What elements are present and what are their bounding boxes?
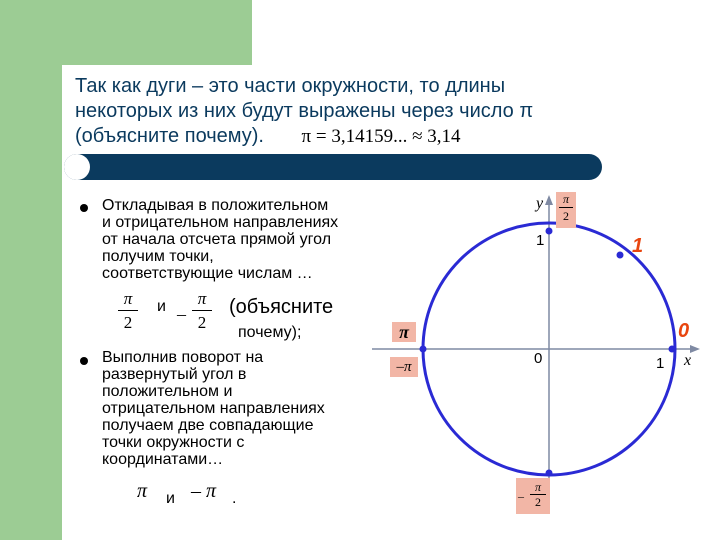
box-num: π xyxy=(534,480,541,494)
bullet-2-line: Выполнив поворот на xyxy=(102,349,264,366)
point-one-label: 1 xyxy=(632,235,644,257)
point-zero-label: 0 xyxy=(678,320,690,342)
bullet-2-line: положительном и xyxy=(102,383,233,400)
bullet-1-line: соответствующие числам … xyxy=(102,265,313,282)
box-den: 2 xyxy=(535,495,541,509)
bullet-1-line: Откладывая в положительном xyxy=(102,197,329,214)
bullet-2-line: развернутый угол в xyxy=(102,366,247,383)
bottom-neg-pi-over-2-box xyxy=(516,478,550,514)
x-axis-label: x xyxy=(684,352,692,369)
x-one-label: 1 xyxy=(656,355,665,372)
box-num: π xyxy=(562,192,569,206)
explain-open: (объясните xyxy=(229,296,334,318)
point-one xyxy=(617,252,624,259)
box-line xyxy=(559,207,573,208)
origin-label: 0 xyxy=(534,350,543,367)
bullet-2-line: отрицательном направлениях xyxy=(102,400,325,417)
bullet-1-line: и отрицательном направлениях xyxy=(102,214,339,231)
bullet-2-line: точки окружности с xyxy=(102,434,245,451)
and-word-2: и xyxy=(166,490,175,507)
value-neg-pi: – π xyxy=(191,480,217,502)
period: . xyxy=(232,490,237,507)
explain-text-2: почему); xyxy=(238,324,302,341)
and-word-1: и xyxy=(157,298,166,315)
pi-value-formula: π = 3,14159... ≈ 3,14 xyxy=(301,126,461,147)
frac-num: π xyxy=(197,289,207,308)
frac2-sign: – xyxy=(177,304,186,324)
bullet-1-line: получим точки, xyxy=(102,248,214,265)
frac-num: π xyxy=(123,289,133,308)
left-neg-pi-box: –π xyxy=(390,357,418,377)
point-bottom xyxy=(546,470,553,477)
left-pi-box: π xyxy=(392,322,416,342)
point-top xyxy=(546,228,553,235)
y-one-label: 1 xyxy=(536,232,545,249)
title-line-1: Так как дуги – это части окружности, то длины xyxy=(75,75,506,97)
box-sign: – xyxy=(518,489,524,503)
title-line-3: (объясните почему). xyxy=(75,125,264,147)
top-pi-over-2-box xyxy=(556,192,576,228)
y-axis-label: y xyxy=(536,195,544,212)
bullet-2-line: получаем две совпадающие xyxy=(102,417,314,434)
box-den: 2 xyxy=(563,209,569,223)
x-axis-arrow xyxy=(690,345,700,353)
box-frac xyxy=(530,480,546,509)
frac-den: 2 xyxy=(197,313,207,332)
point-left xyxy=(420,346,427,353)
frac-den: 2 xyxy=(123,313,133,332)
title-line-2: некоторых из них будут выражены через число π xyxy=(75,100,534,122)
point-right xyxy=(669,346,676,353)
y-axis-arrow xyxy=(545,195,553,205)
value-pi: π xyxy=(137,480,148,502)
bullet-1-line: от начала отсчета прямой угол xyxy=(102,231,332,248)
bullet-2-line: координатами… xyxy=(102,451,224,468)
